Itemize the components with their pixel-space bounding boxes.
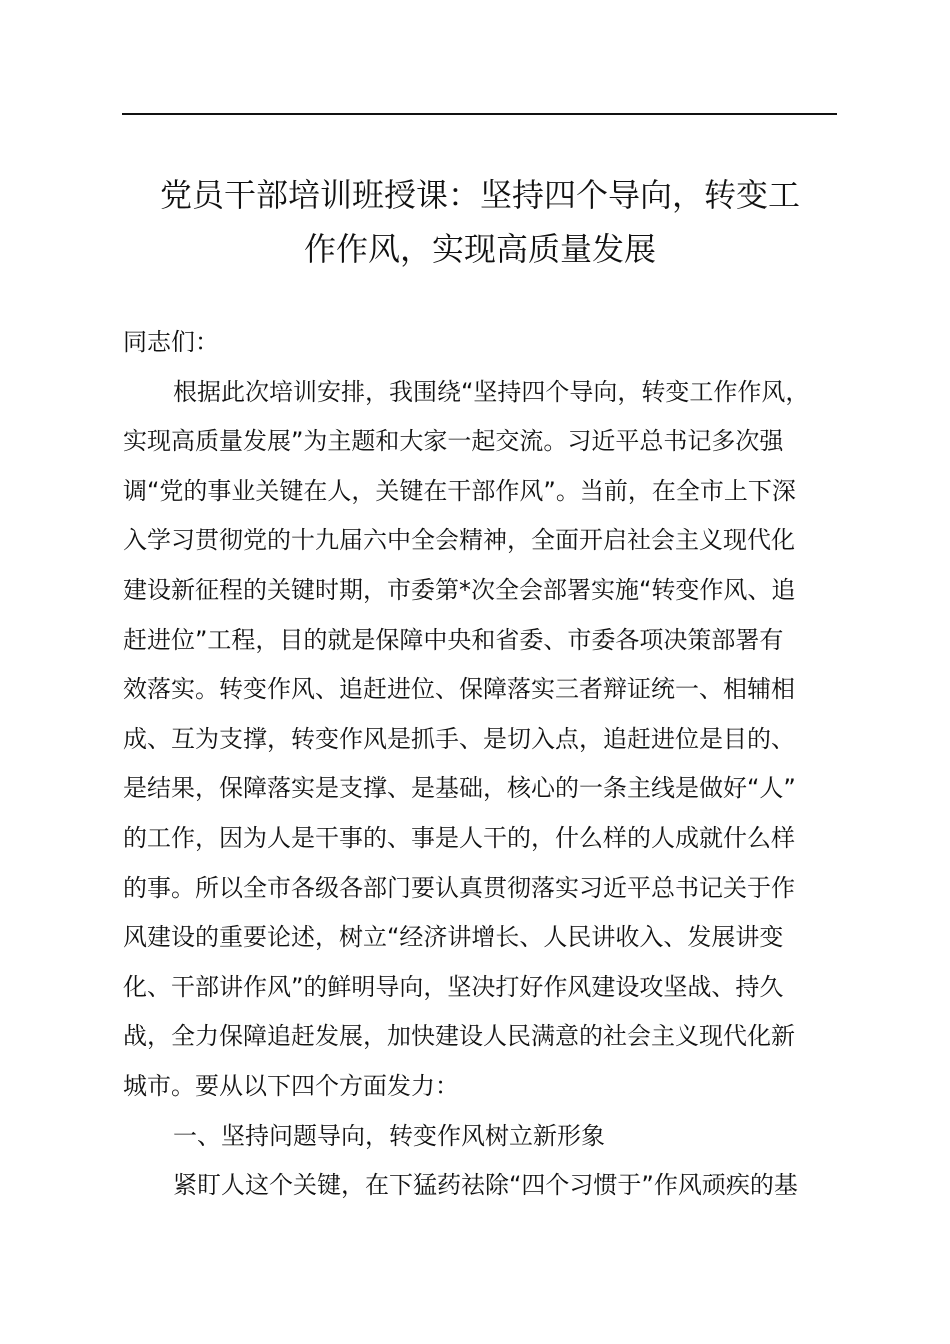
paragraph-line: 根据此次培训安排，我围绕“坚持四个导向，转变工作作风， — [173, 377, 810, 406]
paragraph-line: 效落实。转变作风、追赶进位、保障落实三者辩证统一、相辅相 — [123, 675, 795, 704]
paragraph-2 — [123, 1161, 853, 1211]
paragraph-line: 成、互为支撑，转变作风是抓手、是切入点，追赶进位是目的、 — [123, 724, 795, 753]
document-title — [110, 168, 850, 276]
salutation: 同志们： — [123, 328, 219, 356]
paragraph-line: 化、干部讲作风”的鲜明导向，坚决打好作风建设攻坚战、持久 — [123, 972, 784, 1001]
title-line: 党员干部培训班授课：坚持四个导向，转变工 — [159, 176, 800, 214]
paragraph-line: 紧盯人这个关键，在下猛药祛除“四个习惯于”作风顽疾的基 — [173, 1171, 798, 1200]
paragraph-line: 的工作，因为人是干事的、事是人干的，什么样的人成就什么样 — [123, 823, 795, 852]
paragraph-line: 的事。所以全市各级各部门要认真贯彻落实习近平总书记关于作 — [123, 873, 795, 902]
title-line: 作作风，实现高质量发展 — [303, 230, 656, 268]
paragraph-line: 调“党的事业关键在人，关键在干部作风”。当前，在全市上下深 — [123, 476, 796, 505]
paragraph-line: 城市。要从以下四个方面发力： — [123, 1071, 459, 1100]
paragraph-line: 战，全力保障追赶发展，加快建设人民满意的社会主义现代化新 — [123, 1022, 795, 1051]
paragraph-line: 实现高质量发展”为主题和大家一起交流。习近平总书记多次强 — [123, 427, 784, 456]
paragraph-1 — [123, 368, 853, 1112]
document-body — [123, 318, 853, 1211]
paragraph-line: 入学习贯彻党的十九届六中全会精神，全面开启社会主义现代化 — [123, 526, 795, 555]
paragraph-line: 是结果，保障落实是支撑、是基础，核心的一条主线是做好“人” — [123, 774, 796, 803]
paragraph-line: 风建设的重要论述，树立“经济讲增长、人民讲收入、发展讲变 — [123, 923, 784, 952]
paragraph-line: 建设新征程的关键时期，市委第*次全会部署实施“转变作风、追 — [123, 575, 796, 604]
section-heading: 一、坚持问题导向，转变作风树立新形象 — [173, 1121, 605, 1150]
header-rule — [122, 113, 837, 115]
paragraph-line: 赶进位”工程，目的就是保障中央和省委、市委各项决策部署有 — [123, 625, 784, 654]
